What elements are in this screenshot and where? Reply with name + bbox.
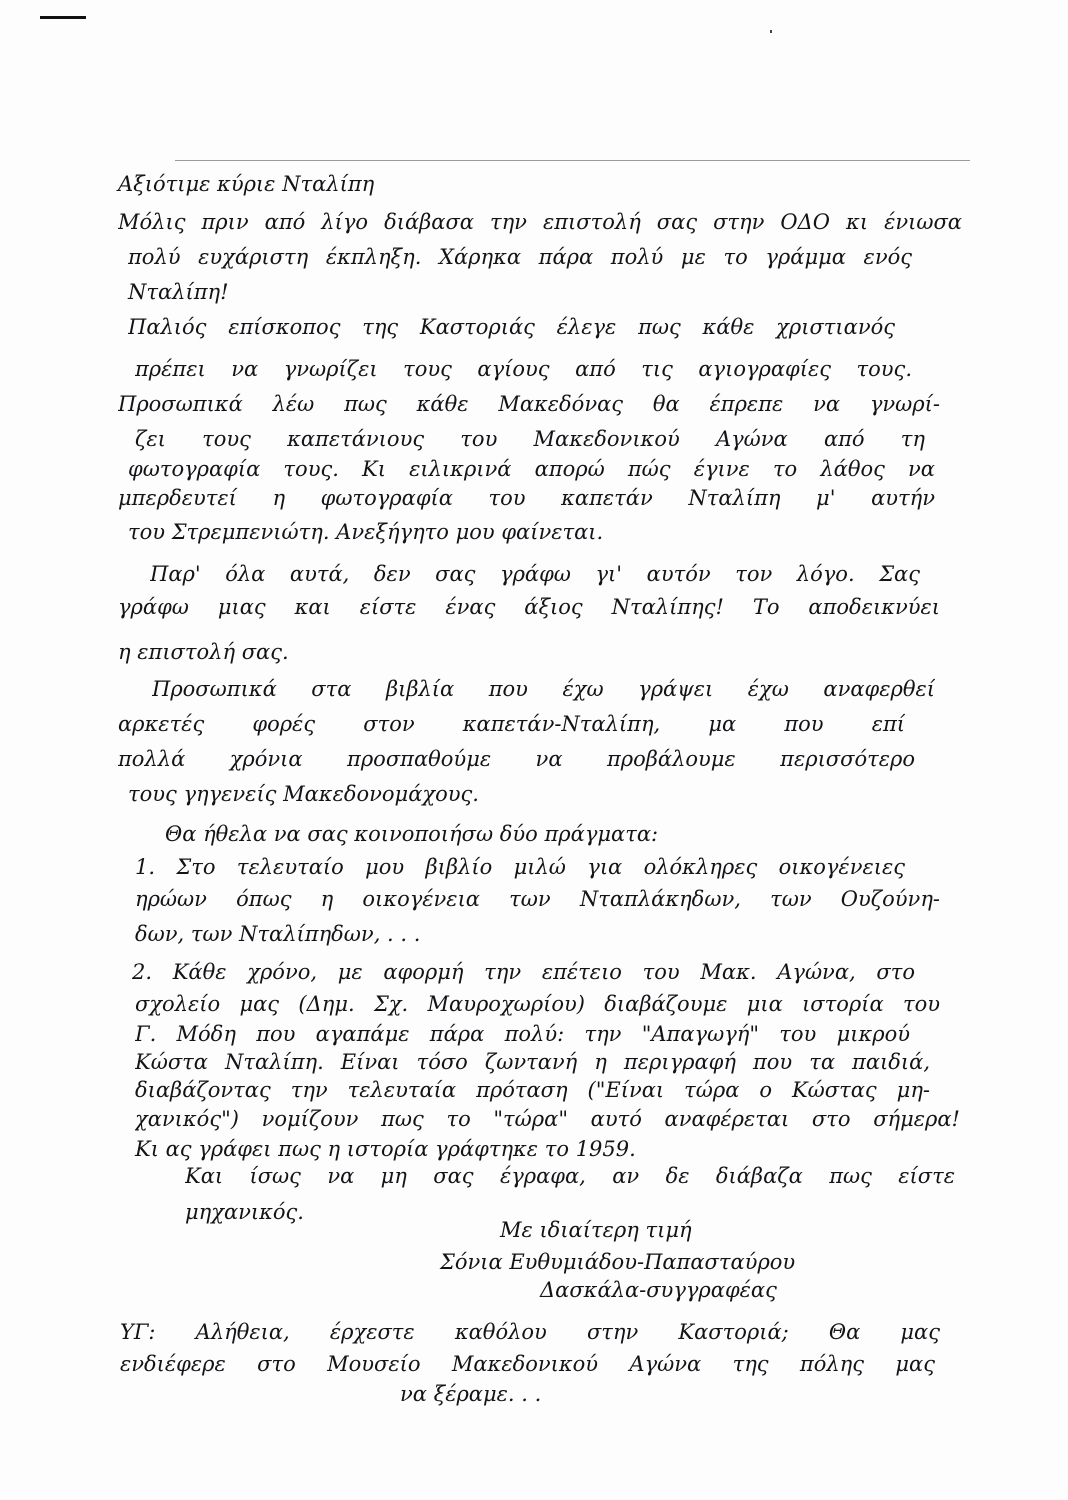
header-rule <box>175 160 970 161</box>
letter-line: διαβάζοντας την τελευταία πρόταση ("Είναι τώρα ο Κώστας μη- <box>135 1078 930 1102</box>
letter-line: δων, των Νταλίπηδων, . . . <box>135 922 421 946</box>
letter-line: Παλιός επίσκοπος της Καστοριάς έλεγε πως κάθε χριστιανός <box>128 315 895 339</box>
letter-line: πρέπει να γνωρίζει τους αγίους από τις αγιογραφίες τους. <box>135 357 912 381</box>
letter-line: 1. Στο τελευταίο μου βιβλίο μιλώ για ολόκληρες οικογένειες <box>135 855 905 879</box>
postscript-line: ενδιέφερε στο Μουσείο Μακεδονικού Αγώνα της πόλης μας <box>120 1352 935 1376</box>
letter-line: Κώστα Νταλίπη. Είναι τόσο ζωντανή η περιγραφή που τα παιδιά, <box>135 1050 930 1074</box>
letter-line: γράφω μιας και είστε ένας άξιος Νταλίπης! Το αποδεικνύει <box>118 595 940 619</box>
letter-line: Γ. Μόδη που αγαπάμε πάρα πολύ: την "Απαγωγή" του μικρού <box>135 1022 910 1046</box>
letter-line: Θα ήθελα να σας κοινοποιήσω δύο πράγματα: <box>165 822 659 846</box>
closing: Με ιδιαίτερη τιμή <box>500 1218 692 1242</box>
letter-line: μηχανικός. <box>185 1200 304 1224</box>
letter-line: Παρ' όλα αυτά, δεν σας γράφω γι' αυτόν τον λόγο. Σας <box>150 562 920 586</box>
letter-line: ζει τους καπετάνιους του Μακεδονικού Αγώνα από τη <box>135 427 925 451</box>
letter-line: μπερδευτεί η φωτογραφία του καπετάν Νταλίπη μ' αυτήν <box>118 486 935 510</box>
postscript-line: ΥΓ: Αλήθεια, έρχεστε καθόλου στην Καστοριά; Θα μας <box>120 1320 940 1344</box>
postscript-line: να ξέραμε. . . <box>400 1382 542 1406</box>
letter-line: φωτογραφία τους. Κι ειλικρινά απορώ πώς έγινε το λάθος να <box>128 457 935 481</box>
signature-name: Σόνια Ευθυμιάδου-Παπασταύρου <box>440 1250 796 1274</box>
letter-line: σχολείο μας (Δημ. Σχ. Μαυροχωρίου) διαβάζουμε μια ιστορία του <box>135 992 940 1016</box>
margin-dash-mark <box>40 16 86 19</box>
salutation: Αξιότιμε κύριε Νταλίπη <box>118 172 375 196</box>
letter-line: Και ίσως να μη σας έγραφα, αν δε διάβαζα πως είστε <box>185 1164 955 1188</box>
letter-line: η επιστολή σας. <box>118 640 289 664</box>
letter-line: 2. Κάθε χρόνο, με αφορμή την επέτειο του Μακ. Αγώνα, στο <box>132 960 915 984</box>
letter-line: αρκετές φορές στον καπετάν-Νταλίπη, μα που επί <box>118 712 905 736</box>
scan-speck <box>770 30 772 33</box>
letter-line: Νταλίπη! <box>128 280 229 304</box>
letter-line: πολλά χρόνια προσπαθούμε να προβάλουμε περισσότερο <box>118 747 915 771</box>
letter-line: Προσωπικά λέω πως κάθε Μακεδόνας θα έπρεπε να γνωρί- <box>118 392 940 416</box>
letter-line: ηρώων όπως η οικογένεια των Νταπλάκηδων, των Ουζούνη- <box>135 887 940 911</box>
letter-line: Μόλις πριν από λίγο διάβασα την επιστολή σας στην ΟΔΟ κι ένιωσα <box>118 210 962 234</box>
signature-title: Δασκάλα-συγγραφέας <box>540 1278 777 1302</box>
letter-line: του Στρεμπενιώτη. Ανεξήγητο μου φαίνεται. <box>128 520 604 544</box>
letter-line: χανικός") νομίζουν πως το "τώρα" αυτό αναφέρεται στο σήμερα! <box>135 1107 960 1131</box>
letter-line: τους γηγενείς Μακεδονομάχους. <box>128 782 479 806</box>
letter-line: Προσωπικά στα βιβλία που έχω γράψει έχω αναφερθεί <box>152 677 935 701</box>
letter-line: πολύ ευχάριστη έκπληξη. Χάρηκα πάρα πολύ με το γράμμα ενός <box>128 245 912 269</box>
letter-line: Κι ας γράφει πως η ιστορία γράφτηκε το 1959. <box>135 1137 636 1161</box>
